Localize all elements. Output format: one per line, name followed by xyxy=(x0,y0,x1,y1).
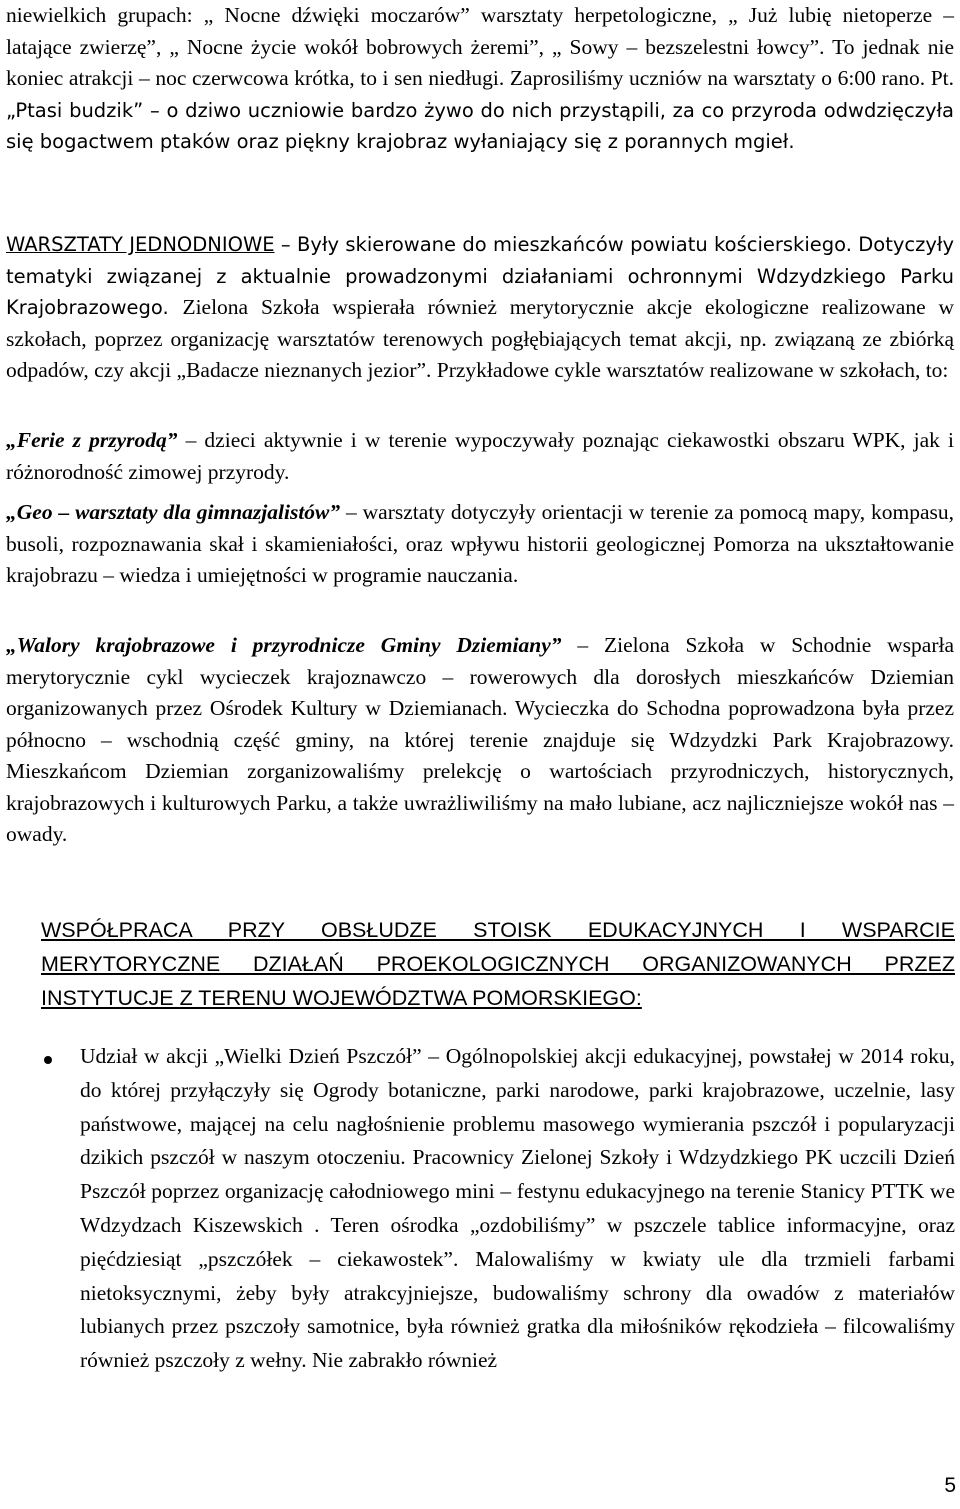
bullet-item-bee-day: Udział w akcji „Wielki Dzień Pszczół” – Ogólnopolskiej akcji edukacyjnej, powstałej w 2014 roku, do której przyłączyły się Ogrody botaniczne, parki narodowe, parki krajobrazowe, uczelnie, lasy państwowe, mającej na celu nagłośnienie problemu masowego wymierania pszczół i popularyzacji dzikich pszczół w naszym otoczeniu. Pracownicy Zielonej Szkoły i Wdzydzkiego PK uczcili Dzień Pszczół poprzez organizację całodniowego mini – festynu edukacyjnego na terenie Stanicy PTTK we Wdzydzach Kiszewskich . Teren ośrodka „ozdobiliśmy” w pszczele tablice informacyjne, oraz pięćdziesiąt „pszczółek – ciekawostek”. Malowaliśmy w kwiaty ule dla trzmieli farbami nietoksycznymi, żeby były atrakcyjniejsze, budowaliśmy schrony dla owadów z materiałów lubianych przez pszczoły samotnice, była również gratka dla miłośników rękodzieła – filcowaliśmy również pszczoły z wełny. Nie zabrakło również xyxy=(80,1044,955,1373)
dziemiany-values-text: – Zielona Szkoła w Schodnie wsparła merytorycznie cykl wycieczek krajoznawczo – rowerowych dla dorosłych mieszkańców Dziemian organizowanych przez Ośrodek Kultury w Dziemianach. Wycieczka do Schodna poprowadzona była przez północno – wschodnią część gminy, na której terenie znajduje się Wdzydzki Park Krajobrazowy. Mieszkańcom Dziemian zorganizowaliśmy prelekcję o wartościach przyrodniczych, historycznych, krajobrazowych i kulturowych Parku, a także uwrażliwiliśmy na mało lubiane, acz najliczniejsze wokół nas – owady. xyxy=(6,633,954,846)
paragraph-dziemiany-values xyxy=(6,630,954,851)
bullet-dot xyxy=(44,1056,52,1064)
one-day-workshops-text: – Były skierowane do mieszkańców powiatu kościerskiego. Dotyczyły tematyki związanej z aktualnie prowadzonymi działaniami ochronnymi Wdzydzkiego Parku Krajobrazowego. xyxy=(6,233,954,319)
paragraph-night-workshops xyxy=(6,0,954,158)
section-heading: WSPÓŁPRACA PRZY OBSŁUDZE STOISK EDUKACYJNYCH I WSPARCIE MERYTORYCZNE DZIAŁAŃ PROEKOLOGICZNYCH ORGANIZOWANYCH PRZEZ INSTYTUCJE Z TERENU WOJEWÓDZTWA POMORSKIEGO: xyxy=(41,918,955,1010)
geo-workshops-title: „Geo – warsztaty dla gimnazjalistów” xyxy=(6,500,341,524)
winter-holidays-text: – dzieci aktywnie i w terenie wypoczywały poznając ciekawostki obszaru WPK, jak i różnorodność zimowej przyrody. xyxy=(6,428,954,484)
bird-alarm-text: „Ptasi budzik” – o dziwo uczniowie bardzo żywo do nich przystąpili, za co przyroda odwdzięczyła się bogactwem ptaków oraz piękny krajobraz wyłaniający się z porannych mgieł. xyxy=(6,98,954,153)
page-number: 5 xyxy=(944,1474,956,1497)
geo-workshops-text: – warsztaty dotyczyły orientacji w terenie za pomocą mapy, kompasu, busoli, rozpoznawania skał i skamieniałości, oraz wpływu historii geologicznej Pomorza na ukształtowanie krajobrazu – wiedza i umiejętności w programie nauczania. xyxy=(6,500,954,587)
paragraph-geo-workshops xyxy=(6,497,954,592)
dziemiany-values-title: „Walory krajobrazowe i przyrodnicze Gminy Dziemiany” xyxy=(6,633,562,657)
night-workshops-text: niewielkich grupach: „ Nocne dźwięki moczarów” warsztaty herpetologiczne, „ Już lubię nietoperze – latające zwierzę”, „ Nocne życie wokół bobrowych żeremi”, „ Sowy – bezszelestni łowcy”. To jednak nie koniec atrakcji – noc czerwcowa krótka, to i sen niedługi. Zaprosiliśmy uczniów na warsztaty o 6:00 rano. Pt. xyxy=(6,3,954,90)
winter-holidays-title: „Ferie z przyrodą” xyxy=(6,428,178,452)
paragraph-one-day-workshops xyxy=(6,229,954,387)
one-day-workshops-heading: WARSZTATY JEDNODNIOWE xyxy=(6,233,275,256)
school-support-text: Zielona Szkoła wspierała również merytorycznie akcje ekologiczne realizowane w szkołach, poprzez organizację warsztatów terenowych pogłębiających temat akcji, np. związaną ze zbiórką odpadów, czy akcji „Badacze nieznanych jezior”. Przykładowe cykle warsztatów realizowane w szkołach, to: xyxy=(6,295,955,382)
paragraph-winter-holidays xyxy=(6,425,954,488)
